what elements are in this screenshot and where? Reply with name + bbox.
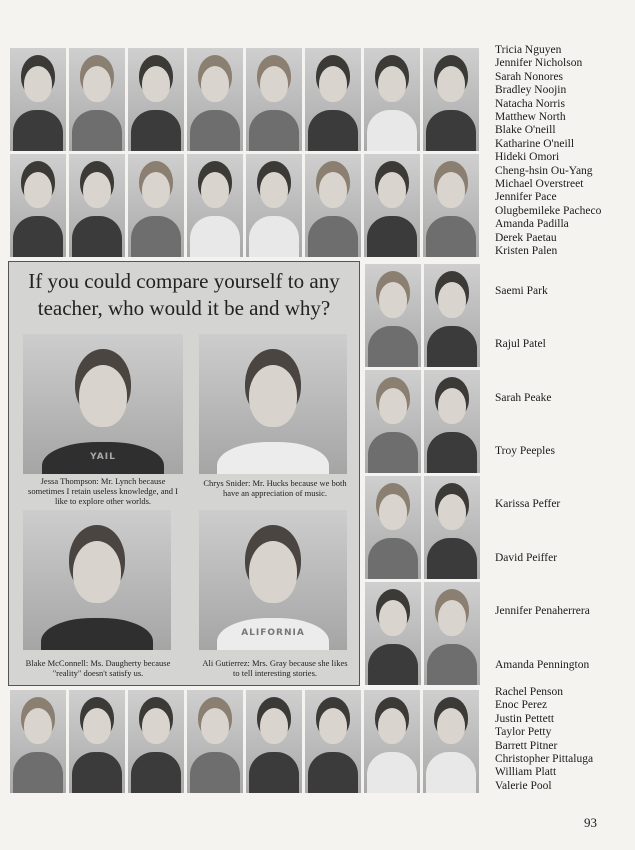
student-photo — [424, 582, 480, 685]
feature-box — [8, 261, 360, 686]
feature-photo-4 — [199, 510, 347, 650]
student-name: Blake O'neill — [495, 124, 556, 137]
student-name: Taylor Petty — [495, 726, 552, 739]
student-photo — [246, 154, 302, 257]
student-name: Matthew North — [495, 111, 566, 124]
feature-caption-2: Chrys Snider: Mr. Hucks because we both have an appreciation of music. — [203, 478, 347, 498]
student-photo — [365, 370, 421, 473]
student-photo — [128, 154, 184, 257]
student-photo — [364, 154, 420, 257]
student-photo — [424, 264, 480, 367]
student-name: Jennifer Nicholson — [495, 57, 583, 70]
student-name: Rajul Patel — [495, 338, 546, 350]
student-name: Derek Paetau — [495, 231, 557, 244]
student-name: Jennifer Pace — [495, 191, 557, 204]
student-name: Sarah Nonores — [495, 70, 564, 83]
name-list-top — [495, 44, 601, 259]
student-name: Hideki Omori — [495, 151, 560, 164]
student-photo — [10, 48, 66, 151]
page-number: 93 — [584, 815, 597, 830]
feature-question — [9, 268, 359, 322]
feature-photo-3 — [23, 510, 171, 650]
student-photo — [365, 476, 421, 579]
student-photo — [69, 154, 125, 257]
student-name: Justin Pettett — [495, 712, 555, 725]
shirt-print: YAIL — [90, 452, 116, 462]
student-name: Enoc Perez — [495, 699, 548, 712]
student-name: Cheng-hsin Ou-Yang — [495, 164, 593, 177]
student-photo — [246, 690, 302, 793]
student-photo — [305, 690, 361, 793]
student-photo — [365, 582, 421, 685]
student-name: Amanda Pennington — [495, 659, 590, 671]
student-photo — [364, 690, 420, 793]
student-photo — [246, 48, 302, 151]
student-name: Troy Peeples — [495, 445, 555, 457]
student-photo — [423, 690, 479, 793]
student-name: Rachel Penson — [495, 686, 564, 698]
student-photo — [69, 690, 125, 793]
student-name: Katharine O'neill — [495, 137, 575, 150]
student-photo — [187, 48, 243, 151]
student-photo — [305, 154, 361, 257]
student-name: Saemi Park — [495, 285, 548, 297]
student-name: Bradley Noojin — [495, 84, 567, 97]
student-photo — [305, 48, 361, 151]
student-name: Michael Overstreet — [495, 178, 584, 191]
student-photo — [365, 264, 421, 367]
student-photo — [424, 476, 480, 579]
feature-caption-3: Blake McConnell: Ms. Daugherty because "reality" doesn't satisfy us. — [25, 658, 171, 678]
student-name: Amanda Padilla — [495, 218, 569, 231]
student-photo — [187, 154, 243, 257]
student-name: Tricia Nguyen — [495, 44, 562, 56]
student-name: Sarah Peake — [495, 392, 552, 404]
student-photo — [128, 690, 184, 793]
student-photo — [10, 154, 66, 257]
shirt-print: ALIFORNIA — [241, 628, 305, 638]
student-name: Olugbemileke Pacheco — [495, 204, 602, 217]
feature-caption-1: Jessa Thompson: Mr. Lynch because sometimes I retain useless knowledge, and I like to explore other worlds. — [28, 476, 178, 506]
student-photo — [69, 48, 125, 151]
student-name: Valerie Pool — [495, 779, 552, 792]
name-list-bottom — [495, 686, 593, 793]
student-photo — [10, 690, 66, 793]
student-photo — [187, 690, 243, 793]
student-name: Jennifer Penaherrera — [495, 605, 590, 617]
question-line-1: If you could compare yourself to any — [28, 269, 340, 293]
student-name: Christopher Pittaluga — [495, 753, 594, 766]
student-name: William Platt — [495, 766, 557, 779]
student-name: Karissa Peffer — [495, 498, 561, 510]
student-name: Kristen Palen — [495, 245, 558, 258]
feature-photo-1 — [23, 334, 183, 474]
student-name: Natacha Norris — [495, 97, 565, 110]
question-line-2: teacher, who would it be and why? — [37, 296, 331, 320]
student-photo — [424, 370, 480, 473]
student-name: David Peiffer — [495, 552, 558, 564]
student-photo — [128, 48, 184, 151]
feature-caption-4: Ali Gutierrez: Mrs. Gray because she likes to tell interesting stories. — [202, 658, 348, 678]
student-photo — [423, 154, 479, 257]
student-name: Barrett Pitner — [495, 739, 558, 752]
feature-photo-2 — [199, 334, 347, 474]
student-photo — [423, 48, 479, 151]
student-photo — [364, 48, 420, 151]
